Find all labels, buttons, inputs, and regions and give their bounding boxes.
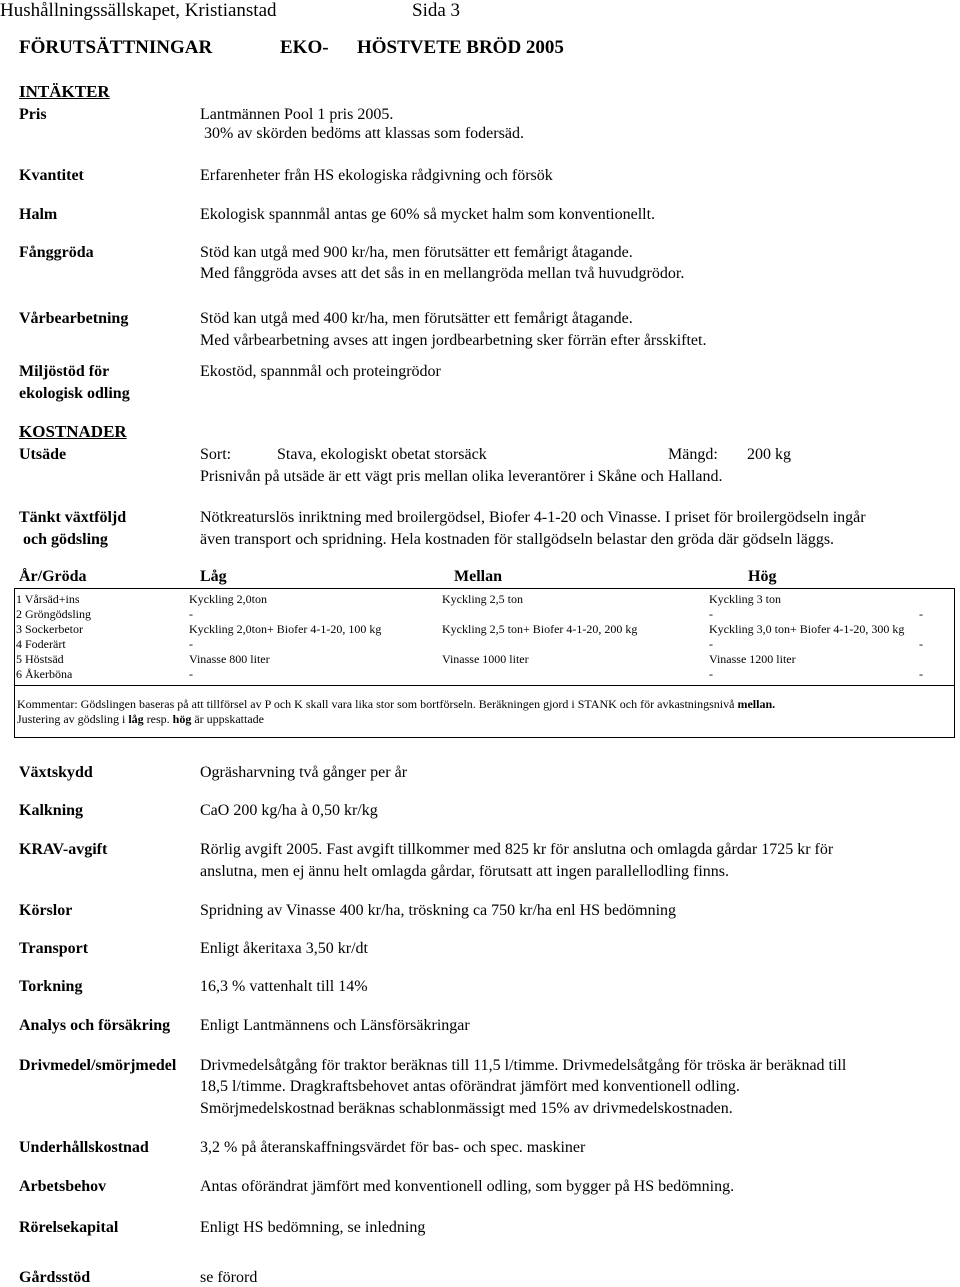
col-header-mid: Mellan	[454, 568, 502, 585]
rorelsekapital-text: Enligt HS bedömning, se inledning	[200, 1219, 426, 1236]
row-3-crop: 3 Sockerbetor	[16, 622, 83, 636]
miljostod-text: Ekostöd, spannmål och proteingrödor	[200, 363, 441, 380]
row-2-crop: 2 Gröngödsling	[16, 607, 91, 621]
row-5-crop: 5 Höstsäd	[16, 652, 64, 666]
kvantitet-label: Kvantitet	[19, 167, 84, 184]
torkning-label: Torkning	[19, 978, 83, 995]
halm-label: Halm	[19, 206, 58, 223]
analys-text: Enligt Lantmännens och Länsförsäkringar	[200, 1017, 470, 1034]
mangd-value: 200 kg	[747, 446, 791, 463]
fanggroda-line1: Stöd kan utgå med 900 kr/ha, men förutsätter ett femårigt åtagande.	[200, 244, 633, 261]
row-6-low: -	[189, 667, 193, 681]
intakter-heading: INTÄKTER	[19, 82, 110, 101]
row-3-high: Kyckling 3,0 ton+ Biofer 4-1-20, 300 kg	[709, 622, 905, 636]
vaxtfoljd-line2: även transport och spridning. Hela kostnaden för stallgödseln belastar den gröda där gödseln läggs.	[200, 531, 835, 548]
row-3-mid: Kyckling 2,5 ton+ Biofer 4-1-20, 200 kg	[442, 622, 638, 636]
sort-label: Sort:	[200, 446, 232, 463]
row-4-end: -	[919, 637, 923, 651]
fanggroda-line2: Med fånggröda avses att det sås in en mellangröda mellan två huvudgrödor.	[200, 265, 685, 282]
transport-text: Enligt åkeritaxa 3,50 kr/dt	[200, 940, 368, 957]
row-2-end: -	[919, 607, 923, 621]
vaxtfoljd-label-2: och gödsling	[19, 531, 108, 548]
page-number: Sida 3	[412, 0, 461, 21]
comment-text-4: är uppskattade	[191, 712, 264, 726]
drivmedel-label: Drivmedel/smörjmedel	[19, 1057, 177, 1074]
vaxtfoljd-label-1: Tänkt växtföljd	[19, 509, 127, 526]
row-1-crop: 1 Vårsäd+ins	[16, 592, 80, 606]
utsade-label: Utsäde	[19, 446, 67, 463]
row-1-low: Kyckling 2,0ton	[189, 592, 267, 606]
vaxtfoljd-line1: Nötkreaturslös inriktning med broilergödsel, Biofer 4-1-20 och Vinasse. I priset för broilergödseln ingår	[200, 509, 866, 526]
pris-line1: Lantmännen Pool 1 pris 2005.	[200, 106, 394, 123]
row-4-low: -	[189, 637, 193, 651]
row-5-mid: Vinasse 1000 liter	[442, 652, 529, 666]
comment-text-1: Kommentar: Gödslingen baseras på att tillförsel av P och K skall vara lika stor som bortförseln. Beräkningen gjord i STANK och för avkastningsnivå	[17, 697, 738, 711]
row-4-high: -	[709, 637, 713, 651]
mangd-label: Mängd:	[668, 446, 718, 463]
krav-line1: Rörlig avgift 2005. Fast avgift tillkommer med 825 kr för anslutna och omlagda gårdar 1725 kr för	[200, 841, 834, 858]
rotation-table	[14, 588, 955, 738]
comment-bold-lag: låg	[128, 712, 144, 726]
underhall-label: Underhållskostnad	[19, 1139, 149, 1156]
drivmedel-line3: Smörjmedelskostnad beräknas schablonmässigt med 15% av drivmedelskostnaden.	[200, 1100, 733, 1117]
drivmedel-line1: Drivmedelsåtgång för traktor beräknas till 11,5 l/timme. Drivmedelsåtgång för tröska är beräknad till	[200, 1057, 847, 1074]
org-name: Hushållningssällskapet, Kristianstad	[0, 0, 277, 21]
comment-bold-mellan: mellan.	[737, 697, 776, 711]
rotation-comment	[17, 697, 947, 727]
underhall-text: 3,2 % på återanskaffningsvärdet för bas- och spec. maskiner	[200, 1139, 586, 1156]
comment-bold-hog: hög	[172, 712, 192, 726]
torkning-text: 16,3 % vattenhalt till 14%	[200, 978, 368, 995]
row-6-end: -	[919, 667, 923, 681]
arbetsbehov-text: Antas oförändrat jämfört med konventionell odling, som bygger på HS bedömning.	[200, 1178, 735, 1195]
row-6-high: -	[709, 667, 713, 681]
gardsstod-text: se förord	[200, 1269, 258, 1286]
kalkning-text: CaO 200 kg/ha à 0,50 kr/kg	[200, 802, 378, 819]
varbearbetning-line2: Med vårbearbetning avses att ingen jordbearbetning sker förrän efter årsskiftet.	[200, 332, 707, 349]
col-header-low: Låg	[200, 568, 227, 585]
varbearbetning-label: Vårbearbetning	[19, 310, 129, 327]
title-part2: EKO-	[280, 37, 329, 58]
kalkning-label: Kalkning	[19, 802, 84, 819]
drivmedel-line2: 18,5 l/timme. Dragkraftsbehovet antas oförändrat jämfört med konventionell odling.	[200, 1078, 740, 1095]
krav-label: KRAV-avgift	[19, 841, 108, 858]
row-5-low: Vinasse 800 liter	[189, 652, 270, 666]
korslor-label: Körslor	[19, 902, 73, 919]
table-divider	[15, 685, 954, 686]
miljostod-label-1: Miljöstöd för	[19, 363, 110, 380]
comment-text-2: Justering av gödsling i	[17, 712, 129, 726]
row-1-high: Kyckling 3 ton	[709, 592, 781, 606]
vaxtskydd-label: Växtskydd	[19, 764, 93, 781]
col-header-year: År/Gröda	[19, 568, 87, 585]
miljostod-label-2: ekologisk odling	[19, 385, 130, 402]
row-2-high: -	[709, 607, 713, 621]
transport-label: Transport	[19, 940, 89, 957]
kvantitet-text: Erfarenheter från HS ekologiska rådgivning och försök	[200, 167, 553, 184]
kostnader-heading: KOSTNADER	[19, 422, 127, 441]
row-4-crop: 4 Foderärt	[16, 637, 66, 651]
row-2-low: -	[189, 607, 193, 621]
row-1-mid: Kyckling 2,5 ton	[442, 592, 523, 606]
fanggroda-label: Fånggröda	[19, 244, 94, 261]
title-part1: FÖRUTSÄTTNINGAR	[19, 37, 213, 58]
analys-label: Analys och försäkring	[19, 1017, 171, 1034]
row-3-low: Kyckling 2,0ton+ Biofer 4-1-20, 100 kg	[189, 622, 382, 636]
comment-text-3: resp.	[143, 712, 173, 726]
sort-value: Stava, ekologiskt obetat storsäck	[277, 446, 487, 463]
row-6-crop: 6 Åkerböna	[16, 667, 73, 681]
krav-line2: anslutna, men ej ännu helt omlagda gårdar, förutsatt att ingen parallellodling finns.	[200, 863, 729, 880]
row-5-high: Vinasse 1200 liter	[709, 652, 796, 666]
pris-label: Pris	[19, 106, 47, 123]
col-header-high: Hög	[748, 568, 777, 585]
korslor-text: Spridning av Vinasse 400 kr/ha, tröskning ca 750 kr/ha enl HS bedömning	[200, 902, 677, 919]
rorelsekapital-label: Rörelsekapital	[19, 1219, 119, 1236]
vaxtskydd-text: Ogräsharvning två gånger per år	[200, 764, 408, 781]
halm-text: Ekologisk spannmål antas ge 60% så mycket halm som konventionellt.	[200, 206, 656, 223]
pris-line2: 30% av skörden bedöms att klassas som fodersäd.	[200, 125, 524, 142]
gardsstod-label: Gårdsstöd	[19, 1269, 91, 1286]
utsade-text: Prisnivån på utsäde är ett vägt pris mellan olika leverantörer i Skåne och Halland.	[200, 468, 723, 485]
arbetsbehov-label: Arbetsbehov	[19, 1178, 107, 1195]
title-part3: HÖSTVETE BRÖD 2005	[357, 37, 564, 58]
varbearbetning-line1: Stöd kan utgå med 400 kr/ha, men förutsätter ett femårigt åtagande.	[200, 310, 633, 327]
